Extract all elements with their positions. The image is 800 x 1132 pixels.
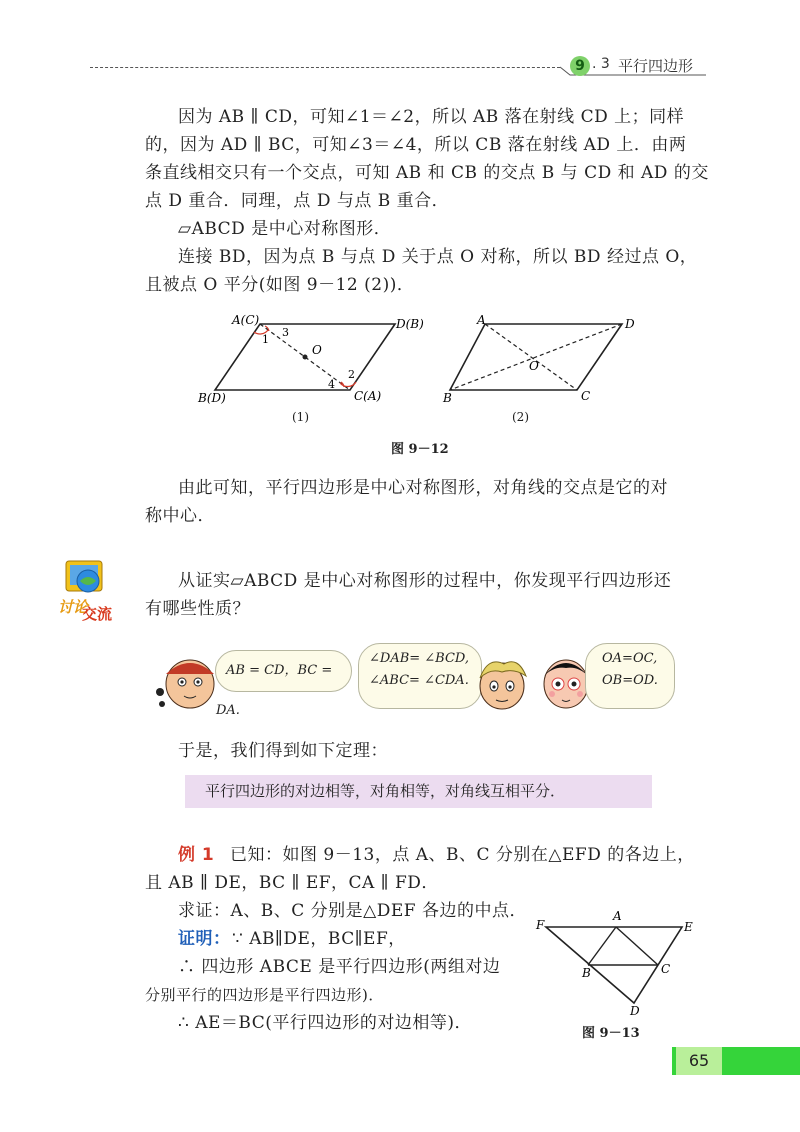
bubble-line: OA=OC, — [602, 651, 658, 666]
vertex-label: B — [582, 966, 591, 980]
figure-9-12-1 — [190, 310, 430, 430]
vertex-label: D(B) — [396, 317, 424, 331]
speech-bubble-1: AB = CD，BC = DA. — [215, 650, 352, 692]
figure-caption: 图 9－12 — [391, 442, 449, 457]
center-label: O — [529, 359, 539, 373]
bubble-line: OB=OD. — [602, 673, 658, 688]
vertex-label: E — [684, 920, 693, 934]
vertex-label: B(D) — [198, 391, 226, 405]
speech-bubble-3 — [585, 643, 675, 709]
theorem-intro: 于是，我们得到如下定理： — [178, 741, 388, 761]
bubble-line: ∠ABC= ∠CDA. — [369, 673, 469, 688]
figure-sub-label: (1) — [292, 410, 309, 424]
section-number-suffix: . 3 — [592, 56, 610, 72]
vertex-label: C — [581, 389, 591, 403]
paragraph-line: ∵ AB∥DE，BC∥EF， — [232, 929, 406, 949]
vertex-label: C — [661, 962, 671, 976]
angle-label: 2 — [348, 368, 355, 381]
paragraph-line: 已知：如图 9－13，点 A、B、C 分别在△EFD 的各边上， — [230, 845, 695, 865]
discussion-badge-text: 讨论 — [58, 598, 89, 616]
paragraph-line: 且被点 O 平分(如图 9－12 (2))． — [145, 275, 415, 295]
discussion-badge-text: 交流 — [82, 605, 113, 623]
paragraph-line: 从证实▱ABCD 是中心对称图形的过程中，你发现平行四边形还 — [178, 571, 672, 591]
speech-bubble-2 — [358, 643, 482, 709]
vertex-label: D — [625, 317, 635, 331]
cartoon-face-2-icon — [470, 654, 530, 712]
vertex-label: F — [536, 918, 545, 932]
paragraph-line: 条直线相交只有一个交点，可知 AB 和 CB 的交点 B 与 CD 和 AD 的交 — [145, 163, 709, 183]
paragraph-line: 称中心． — [145, 506, 215, 526]
example-label: 例 1 — [178, 845, 215, 865]
paragraph-line: 且 AB ∥ DE，BC ∥ EF，CA ∥ FD． — [145, 873, 439, 893]
paragraph-line: 的，因为 AD ∥ BC，可知∠3＝∠4，所以 CB 落在射线 AD 上．由两 — [145, 135, 687, 155]
vertex-label: D — [630, 1004, 640, 1015]
paragraph-line: 点 D 重合．同理，点 D 与点 B 重合． — [145, 191, 450, 211]
paragraph-line: 由此可知，平行四边形是中心对称图形，对角线的交点是它的对 — [178, 478, 668, 498]
header-rule — [90, 67, 560, 68]
figure-sub-label: (2) — [512, 410, 529, 424]
figure-9-12-2 — [435, 310, 645, 410]
angle-label: 3 — [282, 326, 289, 339]
bubble-line: ∠DAB= ∠BCD, — [369, 651, 470, 666]
section-title: 平行四边形 — [618, 57, 694, 75]
figure-9-13 — [530, 905, 710, 1015]
vertex-label: C(A) — [354, 389, 382, 403]
theorem-box: 平行四边形的对边相等，对角相等，对角线互相平分． — [185, 775, 652, 808]
section-number-badge: 9 — [570, 56, 590, 76]
paragraph-line: 有哪些性质？ — [145, 599, 250, 619]
angle-label: 4 — [328, 378, 335, 391]
figure-caption: 图 9－13 — [582, 1026, 640, 1041]
proof-label: 证明： — [178, 929, 231, 949]
vertex-label: A(C) — [232, 313, 260, 327]
paragraph-line: 因为 AB ∥ CD，可知∠1＝∠2，所以 AB 落在射线 CD 上；同样 — [178, 107, 685, 127]
paragraph-line: 求证：A、B、C 分别是△DEF 各边的中点． — [178, 901, 527, 921]
vertex-label: A — [613, 909, 622, 923]
paragraph-line: ∴ 四边形 ABCE 是平行四边形(两组对边 — [178, 957, 501, 977]
paragraph-line: ∴ AE＝BC(平行四边形的对边相等)． — [178, 1013, 472, 1033]
angle-label: 1 — [262, 333, 269, 346]
cartoon-face-1-icon — [150, 648, 222, 712]
center-label: O — [312, 343, 322, 357]
page-number: 65 — [676, 1047, 722, 1075]
paragraph-line: 分别平行的四边形是平行四边形)． — [145, 986, 384, 1004]
vertex-label: A — [477, 313, 486, 327]
paragraph-line: ▱ABCD 是中心对称图形． — [178, 219, 392, 239]
paragraph-line: 连接 BD，因为点 B 与点 D 关于点 O 对称，所以 BD 经过点 O， — [178, 247, 698, 267]
vertex-label: B — [443, 391, 452, 405]
